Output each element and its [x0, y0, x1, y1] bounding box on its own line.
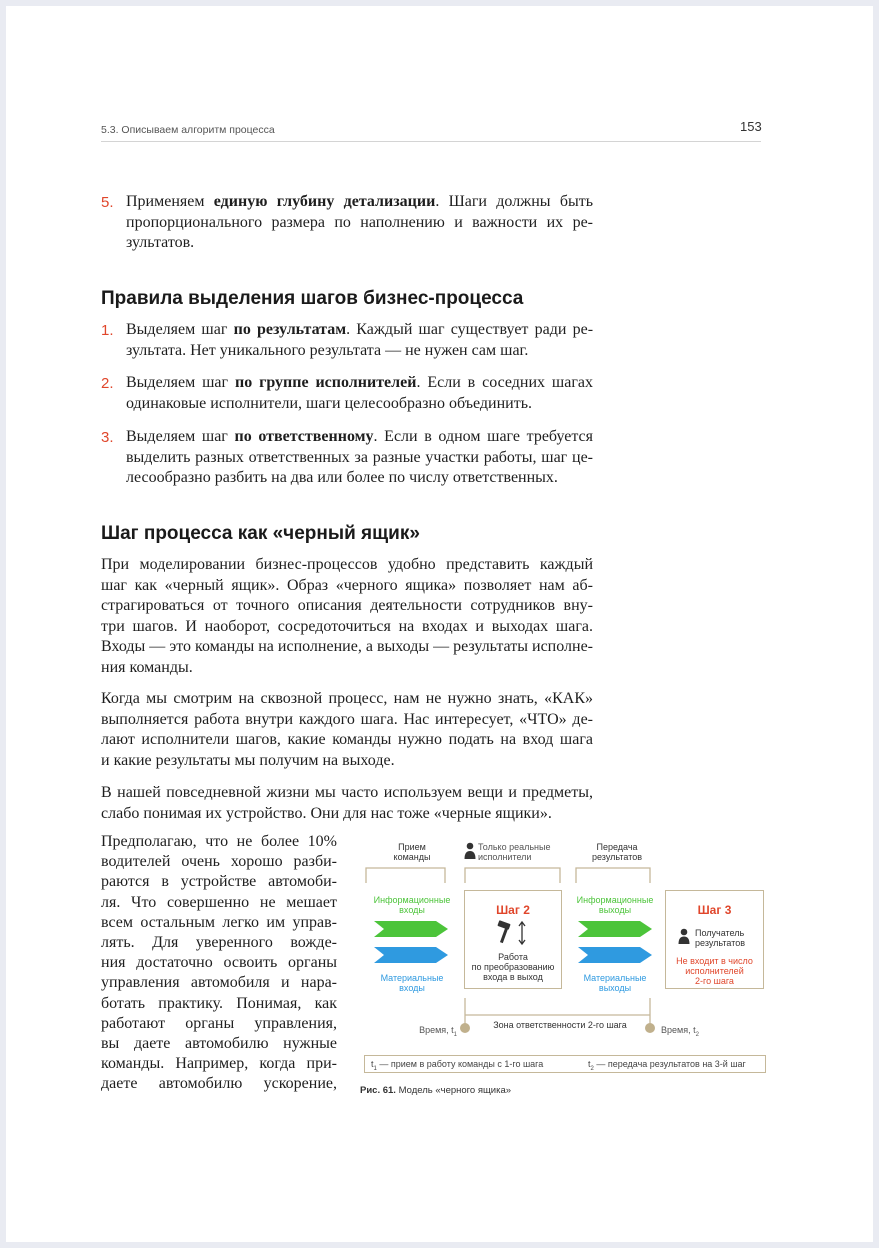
- text-line: Входы — это команды на исполнение, а выходы — результаты исполне-: [101, 638, 593, 655]
- list-item-2: [126, 373, 593, 414]
- text-line: шаг как «черный ящик». Образ «черного ящика» позволяет нам аб-: [101, 576, 593, 594]
- time-t1-label: Время, $t_1$: [419, 1025, 457, 1038]
- text-line: Выделяем шаг по группе исполнителей. Если в соседних шагах: [126, 374, 594, 391]
- text-line: пропорционального размера по наполнению и важности их ре-: [126, 213, 593, 231]
- header-divider: [101, 141, 761, 142]
- only-real-executors-label: Только реальные исполнители: [478, 842, 551, 862]
- hammer-icon: [496, 920, 530, 946]
- list-item-1: [126, 320, 593, 361]
- text-line: Предполагаю, что не более 10%: [101, 833, 337, 850]
- text-line: лесообразно разбить на два или более по числу ответственных.: [126, 469, 558, 486]
- paragraph: [101, 689, 593, 771]
- legend-t1: $t_1$ — прием в работу команды с 1-го шага: [371, 1059, 544, 1072]
- text-line: лять. Для уверенного вожде-: [101, 934, 337, 952]
- info-outputs-label: Информационные выходы: [576, 895, 654, 915]
- paragraph: [101, 555, 593, 678]
- step-3-recipient: Получатель результатов: [695, 928, 746, 948]
- text-line: одинаковые исполнители, шаги целесообразно объединить.: [126, 394, 532, 412]
- figure-caption: Рис. 61. Модель «черного ящика»: [360, 1085, 512, 1096]
- section-heading: Шаг процесса как «черный ящик»: [101, 523, 420, 544]
- output-arrows: [578, 920, 654, 968]
- receive-command-label: Прием команды: [393, 842, 431, 862]
- transfer-results-label: Передача результатов: [591, 842, 642, 862]
- responsibility-zone-label: Зона ответственности 2-го шага: [493, 1020, 627, 1030]
- step-2-title: Шаг 2: [496, 903, 530, 917]
- text-line: работают органы управления,: [101, 1014, 337, 1032]
- list-item-3: [126, 427, 593, 489]
- text-line: лают исполнители шагов, какие команды нужно подать на вход шага: [101, 731, 593, 748]
- section-heading: Правила выделения шагов бизнес-процесса: [101, 288, 524, 309]
- step-3-title: Шаг 3: [697, 903, 732, 917]
- paragraph: [101, 783, 593, 824]
- text-line: Применяем единую глубину детализации. Шаги должны быть: [126, 193, 593, 210]
- running-header: 5.3. Описываем алгоритм процесса: [101, 124, 275, 136]
- text-line: всем остальным легко им управ-: [101, 913, 337, 931]
- text-line: зультатов.: [126, 234, 195, 251]
- list-number: 5.: [101, 194, 114, 211]
- person-icon: [464, 842, 476, 860]
- text-line: страгироваться от точного описания деятельности сотрудников вну-: [101, 597, 593, 614]
- text-line: даете автомобилю ускорение,: [101, 1075, 337, 1093]
- legend-t2: $t_2$ — передача результатов на 3-й шаг: [588, 1059, 746, 1072]
- text-line: управления автомобиля и нара-: [101, 974, 337, 992]
- text-line: команды. Например, когда при-: [101, 1055, 337, 1073]
- list-number: 1.: [101, 322, 114, 339]
- text-line: ботать практику. Понимая, как: [101, 994, 337, 1012]
- text-line: выполняется работа внутри каждого шага. Нас интересует, «ЧТО» де-: [101, 710, 593, 728]
- text-line: Выделяем шаг по результатам. Каждый шаг существует ради ре-: [126, 321, 594, 338]
- step-3-note: Не входит в число исполнителей 2-го шага: [676, 956, 753, 986]
- material-outputs-label: Материальные выходы: [583, 973, 647, 993]
- step-2-description: Работа по преобразованию входа в выход: [471, 952, 555, 982]
- time-t2-label: Время, $t_2$: [661, 1025, 699, 1038]
- text-line: ния команды.: [101, 658, 193, 676]
- recipient-person-icon: [678, 928, 690, 945]
- text-line: вы даете автомобилю нужные: [101, 1035, 337, 1053]
- text-line: зультата. Нет уникального результата — не нужен сам шаг.: [126, 341, 529, 359]
- list-item-5: [126, 192, 593, 254]
- bracket-lines: [364, 865, 764, 885]
- text-line: Выделяем шаг по ответственному. Если в одном шаге требуется: [126, 428, 594, 445]
- text-line: выделить разных ответственных за разные участки работы, шаг це-: [126, 448, 593, 466]
- page-number: 153: [740, 119, 762, 134]
- info-inputs-label: Информационные входы: [373, 895, 451, 915]
- text-line: В нашей повседневной жизни мы часто используем вещи и предметы,: [101, 784, 593, 801]
- text-line: ния достаточно освоить органы: [101, 954, 337, 972]
- text-line: Когда мы смотрим на сквозной процесс, нам не нужно знать, «КАК»: [101, 690, 593, 707]
- text-line: водителей очень хорошо разби-: [101, 853, 337, 871]
- text-line: слабо понимая их устройство. Они для нас тоже «черные ящики».: [101, 804, 552, 822]
- list-number: 2.: [101, 375, 114, 392]
- input-arrows: [374, 920, 450, 968]
- side-paragraph: [101, 832, 337, 1095]
- text-line: и какие результаты мы получим на выходе.: [101, 751, 395, 769]
- text-line: ля. Что совершенно не мешает: [101, 893, 337, 911]
- text-line: три шагов. И наоборот, сосредоточиться на входах и выходах шага.: [101, 617, 593, 635]
- material-inputs-label: Материальные входы: [380, 973, 444, 993]
- list-number: 3.: [101, 429, 114, 446]
- text-line: При моделировании бизнес-процессов удобно представить каждый: [101, 556, 593, 573]
- text-line: раются в устройстве автомоби-: [101, 873, 337, 891]
